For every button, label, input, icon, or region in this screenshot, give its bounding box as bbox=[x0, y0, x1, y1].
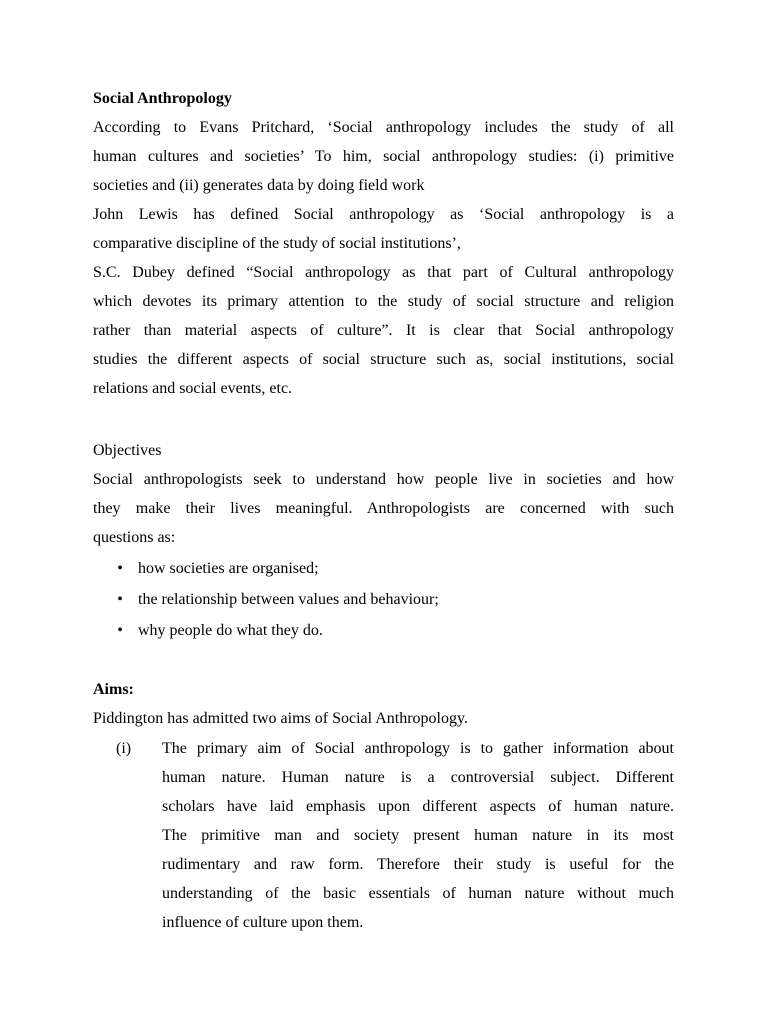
list-item-text: the relationship between values and behaviour; bbox=[138, 591, 439, 608]
heading-objectives: Objectives bbox=[93, 442, 162, 459]
paragraph-line: comparative discipline of the study of social institutions’, bbox=[93, 235, 461, 252]
paragraph-line: rudimentary and raw form. Therefore their study is useful for the bbox=[162, 856, 674, 873]
numbered-item bbox=[93, 734, 674, 937]
paragraph-line: human cultures and societies’ To him, social anthropology studies: (i) primitive bbox=[93, 148, 674, 165]
bullet-icon: • bbox=[117, 622, 123, 639]
paragraph-line: understanding of the basic essentials of human nature without much bbox=[162, 885, 674, 902]
paragraph-line: which devotes its primary attention to the study of social structure and religion bbox=[93, 293, 674, 310]
paragraph-line: they make their lives meaningful. Anthropologists are concerned with such bbox=[93, 500, 674, 517]
paragraph-line: According to Evans Pritchard, ‘Social anthropology includes the study of all bbox=[93, 119, 674, 136]
paragraph-line: societies and (ii) generates data by doing field work bbox=[93, 177, 425, 194]
paragraph-line: relations and social events, etc. bbox=[93, 380, 293, 397]
paragraph-line: John Lewis has defined Social anthropology as ‘Social anthropology is a bbox=[93, 206, 674, 223]
paragraph-line: rather than material aspects of culture”. It is clear that Social anthropology bbox=[93, 322, 674, 339]
heading-aims: Aims: bbox=[93, 681, 134, 698]
bullet-icon: • bbox=[117, 591, 123, 608]
item-marker: (i) bbox=[116, 740, 132, 757]
bullet-icon: • bbox=[117, 560, 123, 577]
paragraph-line: influence of culture upon them. bbox=[162, 914, 364, 931]
paragraph-line: The primitive man and society present human nature in its most bbox=[162, 827, 674, 844]
paragraph-line: scholars have laid emphasis upon different aspects of human nature. bbox=[162, 798, 674, 815]
paragraph-line: studies the different aspects of social structure such as, social institutions, social bbox=[93, 351, 674, 368]
paragraph-line: The primary aim of Social anthropology is to gather information about bbox=[162, 740, 674, 757]
list-item bbox=[93, 585, 674, 614]
list-item-text: why people do what they do. bbox=[138, 622, 323, 639]
paragraph-line: questions as: bbox=[93, 529, 176, 546]
paragraph-line: Social anthropologists seek to understand how people live in societies and how bbox=[93, 471, 674, 488]
list-item bbox=[93, 554, 674, 583]
heading-social-anthropology: Social Anthropology bbox=[93, 90, 232, 107]
paragraph-line: Piddington has admitted two aims of Social Anthropology. bbox=[93, 710, 468, 727]
list-item-text: how societies are organised; bbox=[138, 560, 319, 577]
paragraph-line: human nature. Human nature is a controversial subject. Different bbox=[162, 769, 674, 786]
paragraph-line: S.C. Dubey defined “Social anthropology as that part of Cultural anthropology bbox=[93, 264, 674, 281]
list-item bbox=[93, 616, 674, 645]
